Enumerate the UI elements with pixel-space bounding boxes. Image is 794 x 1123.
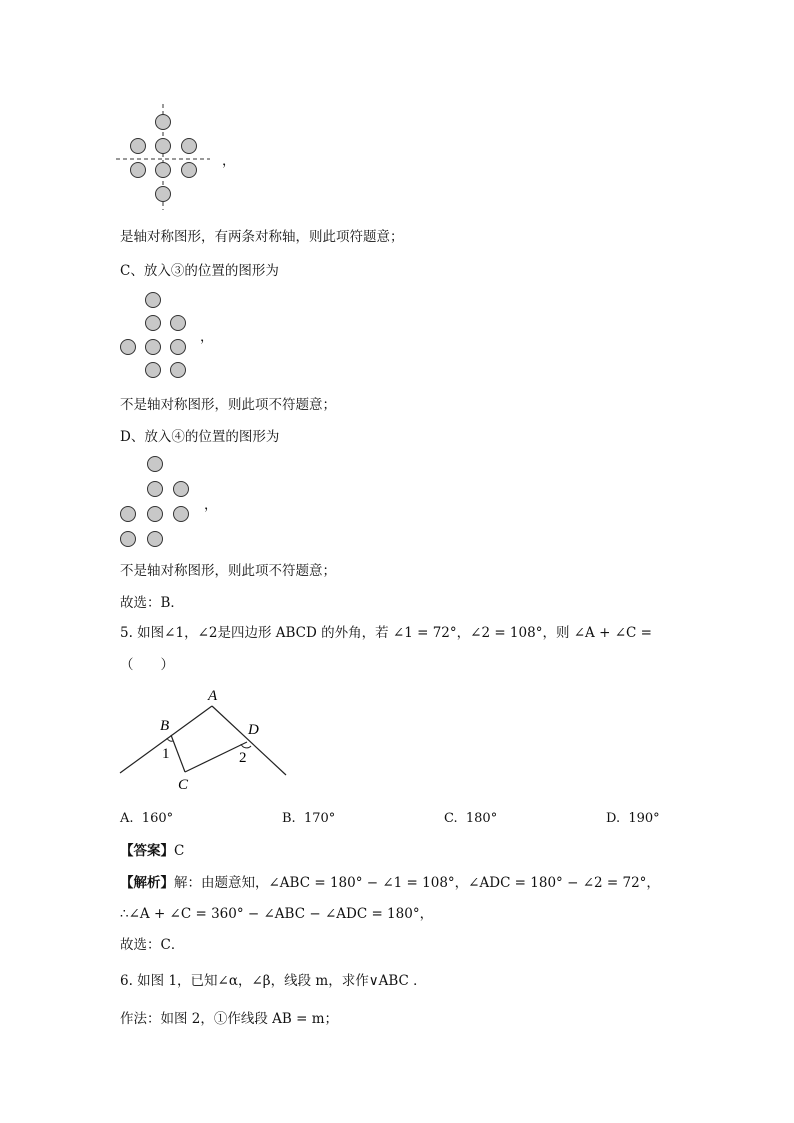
question-6-method: 作法：如图 2，①作线段 AB = m； [120, 1011, 339, 1027]
analysis-tag: 【解析】 [120, 875, 174, 891]
text-line-d: D、放入④的位置的图形为 [120, 429, 280, 445]
analysis-text: 解：由题意知，∠ABC = 180° − ∠1 = 108°，∠ADC = 180° − ∠2 = 72°， [174, 875, 660, 891]
choice-d-letter: D. [606, 811, 621, 826]
symmetric-dot-figure [112, 102, 212, 214]
label-A: A [208, 688, 218, 704]
question-5: 5. 如图∠1，∠2是四边形 ABCD 的外角，若 ∠1 = 72°，∠2 = 108°，则 ∠A + ∠C = [120, 625, 652, 641]
choice-d[interactable] [606, 811, 660, 826]
label-2: 2 [239, 750, 247, 766]
choice-c-letter: C. [444, 811, 458, 826]
choice-d-value: 190° [628, 811, 660, 826]
text-line-5: 不是轴对称图形，则此项不符题意； [120, 563, 336, 579]
quadrilateral-diagram [112, 682, 302, 794]
text-line-c: C、放入③的位置的图形为 [120, 263, 279, 279]
figure-comma: ， [222, 153, 236, 169]
choice-c-value: 180° [465, 811, 498, 826]
choice-a-letter: A. [120, 811, 134, 826]
choice-b-letter: B. [282, 811, 296, 826]
answer-value: C [174, 843, 185, 859]
label-C: C [178, 777, 189, 793]
answer-line [120, 842, 184, 860]
choice-b[interactable] [282, 811, 335, 826]
choice-c[interactable] [444, 811, 497, 826]
question-5-paren: （ ） [120, 657, 174, 673]
figure-d-comma: ， [204, 497, 218, 513]
choice-b-value: 170° [303, 811, 336, 826]
text-line-1: 是轴对称图形，有两条对称轴，则此项符题意； [120, 229, 404, 245]
label-D: D [248, 722, 259, 738]
dot-figure-d [114, 452, 194, 552]
choice-a[interactable] [120, 811, 173, 826]
text-line-6: 故选：B． [120, 595, 184, 611]
answer-tag: 【答案】 [120, 843, 174, 859]
label-B: B [160, 718, 170, 734]
figure-c-comma: ， [200, 329, 214, 345]
dot-figure-c [114, 288, 194, 384]
label-1: 1 [162, 746, 170, 762]
text-line-3: 不是轴对称图形，则此项不符题意； [120, 397, 336, 413]
question-6: 6. 如图 1，已知∠α，∠β，线段 m，求作∨ABC ． [120, 973, 427, 989]
text-line-7: 故选：C． [120, 937, 185, 953]
analysis-line [120, 874, 660, 892]
therefore-line: ∴∠A + ∠C = 360° − ∠ABC − ∠ADC = 180°， [120, 906, 434, 922]
choice-a-value: 160° [141, 811, 174, 826]
